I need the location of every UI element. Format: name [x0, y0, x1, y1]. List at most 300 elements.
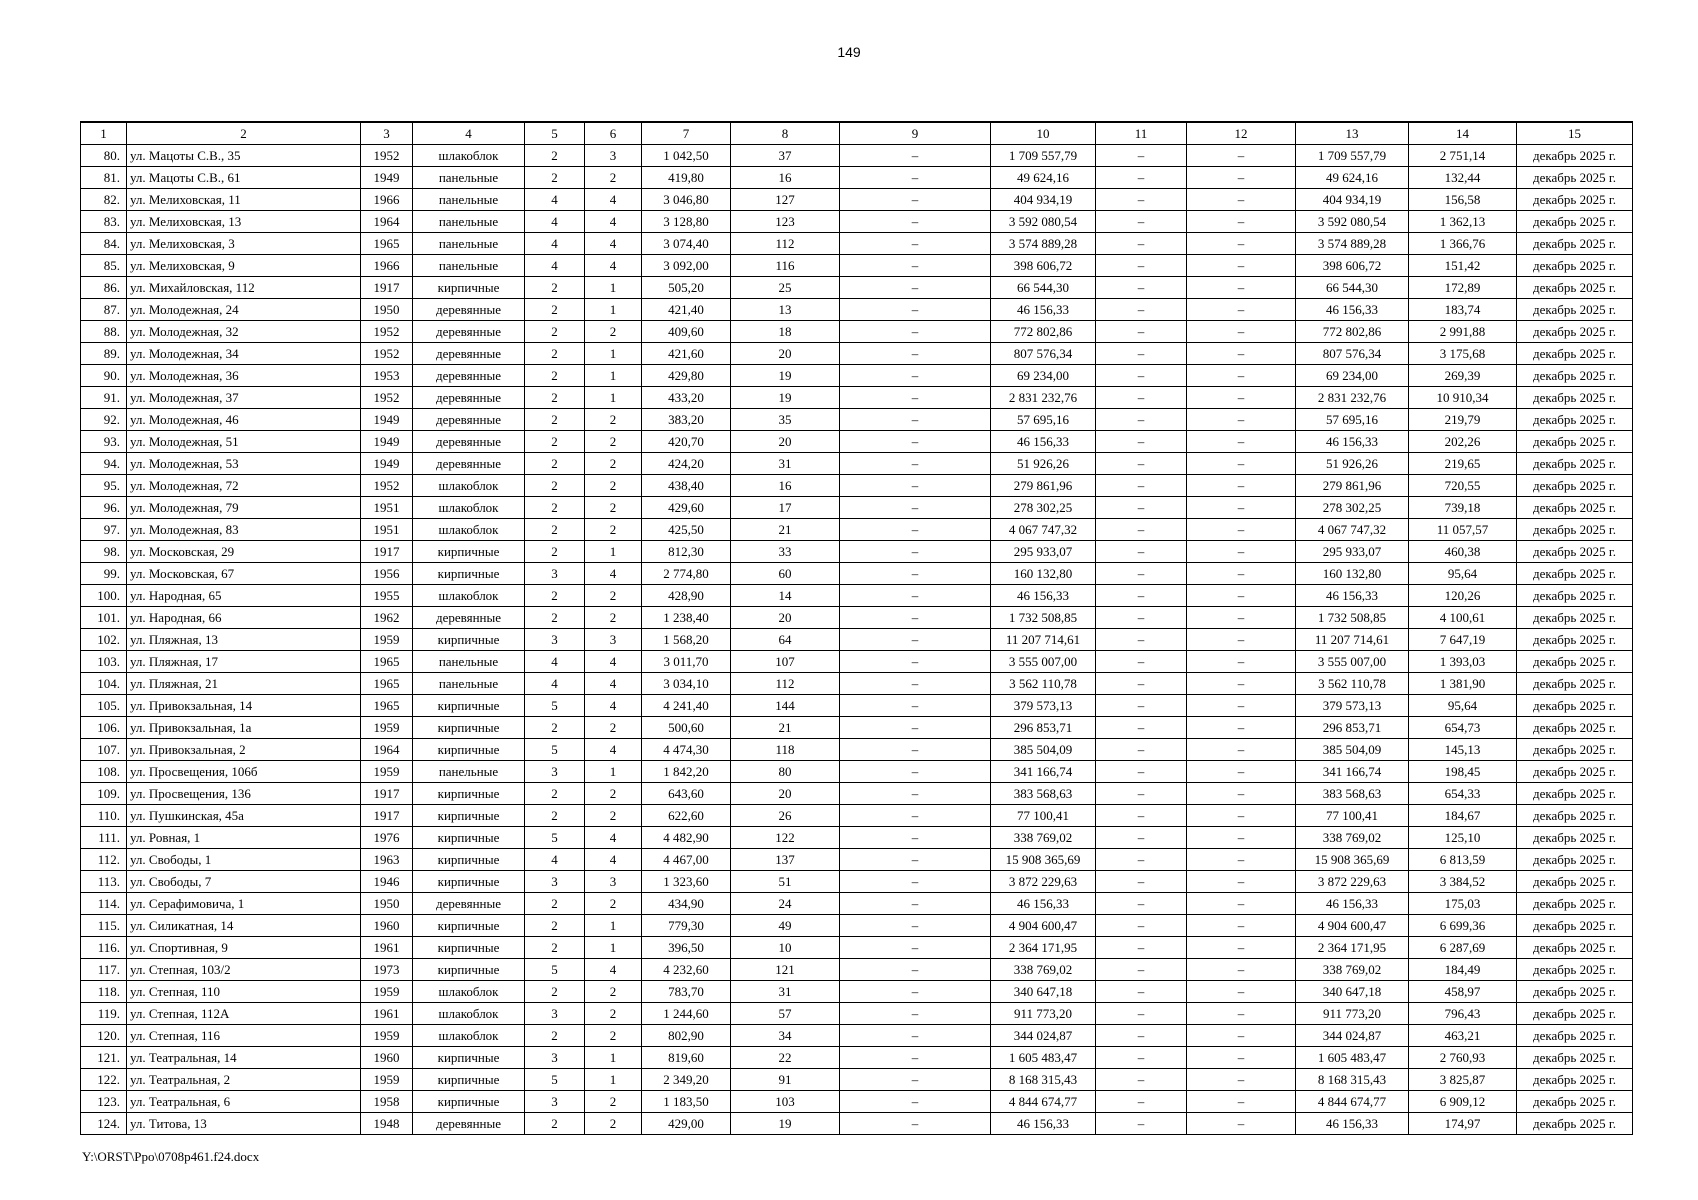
cell-col-12: –	[1187, 365, 1296, 387]
cell-year-built: 1917	[361, 541, 413, 563]
cell-col-11: –	[1096, 233, 1187, 255]
cell-col-12: –	[1187, 673, 1296, 695]
cell-col-9: –	[840, 409, 991, 431]
cell-year-built: 1950	[361, 893, 413, 915]
cell-col-13: 385 504,09	[1296, 739, 1409, 761]
cell-wall-material: панельные	[413, 673, 525, 695]
cell-row-number: 124.	[81, 1113, 127, 1135]
cell-col-12: –	[1187, 453, 1296, 475]
cell-year-built: 1917	[361, 783, 413, 805]
cell-residents: 18	[731, 321, 840, 343]
cell-floors: 5	[525, 959, 585, 981]
cell-col-9: –	[840, 563, 991, 585]
table-row	[81, 695, 1633, 717]
table-row	[81, 937, 1633, 959]
cell-col-11: –	[1096, 893, 1187, 915]
cell-entrances: 2	[585, 519, 642, 541]
cell-row-number: 113.	[81, 871, 127, 893]
table-row	[81, 497, 1633, 519]
cell-address: ул. Театральная, 2	[127, 1069, 361, 1091]
cell-entrances: 2	[585, 1003, 642, 1025]
cell-wall-material: деревянные	[413, 431, 525, 453]
cell-col-12: –	[1187, 563, 1296, 585]
cell-col-13: 1 709 557,79	[1296, 145, 1409, 167]
cell-year-built: 1959	[361, 629, 413, 651]
cell-col-13: 379 573,13	[1296, 695, 1409, 717]
cell-col-14: 1 381,90	[1409, 673, 1517, 695]
cell-floors: 5	[525, 1069, 585, 1091]
cell-year-built: 1965	[361, 695, 413, 717]
cell-entrances: 1	[585, 299, 642, 321]
cell-deadline: декабрь 2025 г.	[1517, 189, 1633, 211]
cell-deadline: декабрь 2025 г.	[1517, 1003, 1633, 1025]
cell-residents: 91	[731, 1069, 840, 1091]
cell-deadline: декабрь 2025 г.	[1517, 1025, 1633, 1047]
cell-col-10: 278 302,25	[991, 497, 1096, 519]
cell-residents: 16	[731, 475, 840, 497]
cell-residents: 34	[731, 1025, 840, 1047]
cell-col-13: 772 802,86	[1296, 321, 1409, 343]
cell-entrances: 3	[585, 629, 642, 651]
cell-col-11: –	[1096, 871, 1187, 893]
table-row	[81, 299, 1633, 321]
cell-col-12: –	[1187, 519, 1296, 541]
cell-residents: 121	[731, 959, 840, 981]
cell-entrances: 4	[585, 673, 642, 695]
cell-col-10: 772 802,86	[991, 321, 1096, 343]
cell-address: ул. Молодежная, 24	[127, 299, 361, 321]
cell-col-9: –	[840, 211, 991, 233]
cell-row-number: 95.	[81, 475, 127, 497]
cell-col-11: –	[1096, 189, 1187, 211]
cell-address: ул. Молодежная, 83	[127, 519, 361, 541]
cell-col-9: –	[840, 717, 991, 739]
cell-col-12: –	[1187, 871, 1296, 893]
table-row	[81, 629, 1633, 651]
cell-deadline: декабрь 2025 г.	[1517, 1069, 1633, 1091]
cell-col-9: –	[840, 805, 991, 827]
cell-row-number: 86.	[81, 277, 127, 299]
cell-total-area: 812,30	[642, 541, 731, 563]
cell-col-12: –	[1187, 299, 1296, 321]
cell-address: ул. Просвещения, 106б	[127, 761, 361, 783]
cell-col-13: 4 904 600,47	[1296, 915, 1409, 937]
cell-address: ул. Степная, 110	[127, 981, 361, 1003]
cell-total-area: 802,90	[642, 1025, 731, 1047]
cell-year-built: 1964	[361, 739, 413, 761]
cell-floors: 2	[525, 145, 585, 167]
cell-entrances: 2	[585, 893, 642, 915]
cell-wall-material: кирпичные	[413, 277, 525, 299]
cell-total-area: 4 232,60	[642, 959, 731, 981]
cell-entrances: 1	[585, 541, 642, 563]
cell-row-number: 108.	[81, 761, 127, 783]
cell-col-12: –	[1187, 475, 1296, 497]
cell-floors: 2	[525, 981, 585, 1003]
cell-address: ул. Мацоты С.В., 35	[127, 145, 361, 167]
cell-residents: 49	[731, 915, 840, 937]
cell-deadline: декабрь 2025 г.	[1517, 695, 1633, 717]
cell-col-12: –	[1187, 783, 1296, 805]
cell-col-11: –	[1096, 1003, 1187, 1025]
cell-total-area: 409,60	[642, 321, 731, 343]
cell-col-14: 172,89	[1409, 277, 1517, 299]
column-number-cell: 13	[1296, 122, 1409, 145]
cell-deadline: декабрь 2025 г.	[1517, 519, 1633, 541]
cell-row-number: 90.	[81, 365, 127, 387]
cell-col-10: 3 574 889,28	[991, 233, 1096, 255]
cell-residents: 35	[731, 409, 840, 431]
cell-col-13: 279 861,96	[1296, 475, 1409, 497]
cell-address: ул. Михайловская, 112	[127, 277, 361, 299]
cell-residents: 122	[731, 827, 840, 849]
cell-wall-material: кирпичные	[413, 1091, 525, 1113]
cell-col-10: 46 156,33	[991, 585, 1096, 607]
cell-year-built: 1952	[361, 321, 413, 343]
cell-address: ул. Молодежная, 46	[127, 409, 361, 431]
column-number-cell: 2	[127, 122, 361, 145]
cell-deadline: декабрь 2025 г.	[1517, 981, 1633, 1003]
cell-wall-material: кирпичные	[413, 1069, 525, 1091]
cell-total-area: 429,60	[642, 497, 731, 519]
cell-row-number: 114.	[81, 893, 127, 915]
column-number-cell: 11	[1096, 122, 1187, 145]
cell-residents: 16	[731, 167, 840, 189]
cell-residents: 31	[731, 453, 840, 475]
cell-col-13: 278 302,25	[1296, 497, 1409, 519]
cell-col-11: –	[1096, 409, 1187, 431]
cell-residents: 22	[731, 1047, 840, 1069]
cell-floors: 3	[525, 629, 585, 651]
cell-wall-material: панельные	[413, 651, 525, 673]
cell-col-10: 57 695,16	[991, 409, 1096, 431]
cell-entrances: 2	[585, 497, 642, 519]
cell-col-14: 151,42	[1409, 255, 1517, 277]
cell-col-9: –	[840, 365, 991, 387]
cell-floors: 4	[525, 255, 585, 277]
cell-year-built: 1959	[361, 761, 413, 783]
cell-row-number: 89.	[81, 343, 127, 365]
cell-col-11: –	[1096, 321, 1187, 343]
cell-address: ул. Мелиховская, 11	[127, 189, 361, 211]
cell-total-area: 438,40	[642, 475, 731, 497]
cell-total-area: 3 046,80	[642, 189, 731, 211]
cell-floors: 5	[525, 827, 585, 849]
cell-address: ул. Титова, 13	[127, 1113, 361, 1135]
cell-col-9: –	[840, 387, 991, 409]
cell-col-9: –	[840, 145, 991, 167]
cell-col-11: –	[1096, 673, 1187, 695]
cell-row-number: 80.	[81, 145, 127, 167]
cell-row-number: 104.	[81, 673, 127, 695]
cell-col-12: –	[1187, 211, 1296, 233]
cell-col-13: 11 207 714,61	[1296, 629, 1409, 651]
cell-entrances: 1	[585, 761, 642, 783]
cell-wall-material: шлакоблок	[413, 519, 525, 541]
cell-entrances: 2	[585, 607, 642, 629]
cell-deadline: декабрь 2025 г.	[1517, 387, 1633, 409]
cell-col-12: –	[1187, 827, 1296, 849]
cell-row-number: 93.	[81, 431, 127, 453]
cell-residents: 118	[731, 739, 840, 761]
cell-col-10: 11 207 714,61	[991, 629, 1096, 651]
cell-deadline: декабрь 2025 г.	[1517, 321, 1633, 343]
column-number-cell: 15	[1517, 122, 1633, 145]
cell-wall-material: кирпичные	[413, 541, 525, 563]
cell-floors: 3	[525, 871, 585, 893]
cell-col-12: –	[1187, 233, 1296, 255]
cell-total-area: 783,70	[642, 981, 731, 1003]
cell-wall-material: кирпичные	[413, 915, 525, 937]
cell-col-9: –	[840, 255, 991, 277]
cell-col-14: 460,38	[1409, 541, 1517, 563]
table-row	[81, 783, 1633, 805]
cell-col-12: –	[1187, 1069, 1296, 1091]
cell-entrances: 2	[585, 1025, 642, 1047]
table-row	[81, 475, 1633, 497]
cell-row-number: 106.	[81, 717, 127, 739]
cell-wall-material: деревянные	[413, 365, 525, 387]
table-row	[81, 1069, 1633, 1091]
cell-residents: 26	[731, 805, 840, 827]
column-number-cell: 7	[642, 122, 731, 145]
cell-address: ул. Молодежная, 34	[127, 343, 361, 365]
cell-floors: 4	[525, 189, 585, 211]
cell-floors: 4	[525, 673, 585, 695]
cell-total-area: 428,90	[642, 585, 731, 607]
cell-wall-material: кирпичные	[413, 563, 525, 585]
cell-floors: 2	[525, 453, 585, 475]
cell-col-13: 383 568,63	[1296, 783, 1409, 805]
cell-col-9: –	[840, 849, 991, 871]
cell-row-number: 120.	[81, 1025, 127, 1047]
cell-col-12: –	[1187, 1025, 1296, 1047]
cell-col-12: –	[1187, 1113, 1296, 1135]
cell-floors: 2	[525, 343, 585, 365]
table-row	[81, 893, 1633, 915]
cell-col-10: 338 769,02	[991, 959, 1096, 981]
cell-col-11: –	[1096, 739, 1187, 761]
cell-residents: 17	[731, 497, 840, 519]
cell-total-area: 622,60	[642, 805, 731, 827]
cell-floors: 5	[525, 695, 585, 717]
cell-total-area: 4 467,00	[642, 849, 731, 871]
cell-floors: 2	[525, 805, 585, 827]
cell-residents: 24	[731, 893, 840, 915]
cell-col-14: 1 393,03	[1409, 651, 1517, 673]
cell-year-built: 1965	[361, 651, 413, 673]
cell-row-number: 82.	[81, 189, 127, 211]
cell-col-9: –	[840, 827, 991, 849]
cell-deadline: декабрь 2025 г.	[1517, 475, 1633, 497]
cell-year-built: 1953	[361, 365, 413, 387]
cell-col-11: –	[1096, 761, 1187, 783]
cell-col-11: –	[1096, 585, 1187, 607]
cell-address: ул. Просвещения, 136	[127, 783, 361, 805]
cell-wall-material: кирпичные	[413, 739, 525, 761]
cell-col-9: –	[840, 607, 991, 629]
cell-entrances: 4	[585, 255, 642, 277]
cell-residents: 57	[731, 1003, 840, 1025]
cell-col-9: –	[840, 277, 991, 299]
cell-col-11: –	[1096, 1113, 1187, 1135]
cell-year-built: 1946	[361, 871, 413, 893]
cell-col-13: 49 624,16	[1296, 167, 1409, 189]
cell-total-area: 419,80	[642, 167, 731, 189]
cell-col-14: 95,64	[1409, 563, 1517, 585]
cell-row-number: 99.	[81, 563, 127, 585]
cell-col-14: 1 362,13	[1409, 211, 1517, 233]
cell-col-9: –	[840, 783, 991, 805]
cell-col-9: –	[840, 233, 991, 255]
cell-floors: 2	[525, 431, 585, 453]
cell-total-area: 3 011,70	[642, 651, 731, 673]
cell-deadline: декабрь 2025 г.	[1517, 145, 1633, 167]
cell-col-13: 3 592 080,54	[1296, 211, 1409, 233]
cell-entrances: 1	[585, 915, 642, 937]
cell-total-area: 779,30	[642, 915, 731, 937]
cell-year-built: 1951	[361, 497, 413, 519]
cell-col-10: 3 562 110,78	[991, 673, 1096, 695]
cell-col-11: –	[1096, 1047, 1187, 1069]
cell-col-11: –	[1096, 717, 1187, 739]
cell-col-13: 46 156,33	[1296, 299, 1409, 321]
cell-row-number: 110.	[81, 805, 127, 827]
cell-total-area: 429,00	[642, 1113, 731, 1135]
cell-entrances: 2	[585, 805, 642, 827]
cell-year-built: 1951	[361, 519, 413, 541]
cell-residents: 19	[731, 1113, 840, 1135]
cell-col-12: –	[1187, 497, 1296, 519]
cell-col-14: 10 910,34	[1409, 387, 1517, 409]
cell-floors: 3	[525, 563, 585, 585]
cell-wall-material: панельные	[413, 255, 525, 277]
cell-address: ул. Степная, 116	[127, 1025, 361, 1047]
cell-floors: 4	[525, 651, 585, 673]
cell-col-13: 344 024,87	[1296, 1025, 1409, 1047]
table-row	[81, 607, 1633, 629]
cell-col-12: –	[1187, 387, 1296, 409]
column-number-cell: 4	[413, 122, 525, 145]
cell-entrances: 4	[585, 695, 642, 717]
cell-col-14: 720,55	[1409, 475, 1517, 497]
cell-total-area: 383,20	[642, 409, 731, 431]
cell-entrances: 4	[585, 651, 642, 673]
cell-deadline: декабрь 2025 г.	[1517, 651, 1633, 673]
cell-entrances: 4	[585, 211, 642, 233]
cell-deadline: декабрь 2025 г.	[1517, 959, 1633, 981]
cell-address: ул. Спортивная, 9	[127, 937, 361, 959]
cell-address: ул. Молодежная, 72	[127, 475, 361, 497]
cell-col-9: –	[840, 1047, 991, 1069]
cell-row-number: 112.	[81, 849, 127, 871]
cell-col-14: 6 813,59	[1409, 849, 1517, 871]
cell-row-number: 84.	[81, 233, 127, 255]
cell-floors: 2	[525, 409, 585, 431]
cell-wall-material: кирпичные	[413, 717, 525, 739]
cell-residents: 20	[731, 431, 840, 453]
cell-deadline: декабрь 2025 г.	[1517, 1113, 1633, 1135]
cell-floors: 2	[525, 167, 585, 189]
cell-wall-material: кирпичные	[413, 827, 525, 849]
cell-col-10: 2 364 171,95	[991, 937, 1096, 959]
table-row	[81, 739, 1633, 761]
cell-wall-material: шлакоблок	[413, 1003, 525, 1025]
cell-col-10: 295 933,07	[991, 541, 1096, 563]
table-row	[81, 761, 1633, 783]
cell-year-built: 1949	[361, 431, 413, 453]
cell-year-built: 1965	[361, 673, 413, 695]
cell-year-built: 1963	[361, 849, 413, 871]
cell-entrances: 4	[585, 233, 642, 255]
cell-entrances: 3	[585, 871, 642, 893]
cell-entrances: 2	[585, 717, 642, 739]
cell-address: ул. Театральная, 14	[127, 1047, 361, 1069]
column-number-row	[81, 122, 1633, 145]
cell-col-14: 458,97	[1409, 981, 1517, 1003]
cell-floors: 2	[525, 717, 585, 739]
cell-col-11: –	[1096, 849, 1187, 871]
cell-col-9: –	[840, 431, 991, 453]
cell-col-10: 3 592 080,54	[991, 211, 1096, 233]
cell-wall-material: деревянные	[413, 893, 525, 915]
cell-col-10: 4 067 747,32	[991, 519, 1096, 541]
cell-deadline: декабрь 2025 г.	[1517, 233, 1633, 255]
cell-col-9: –	[840, 321, 991, 343]
cell-wall-material: деревянные	[413, 299, 525, 321]
cell-deadline: декабрь 2025 г.	[1517, 1091, 1633, 1113]
cell-wall-material: панельные	[413, 189, 525, 211]
cell-deadline: декабрь 2025 г.	[1517, 871, 1633, 893]
cell-col-13: 57 695,16	[1296, 409, 1409, 431]
cell-address: ул. Молодежная, 53	[127, 453, 361, 475]
cell-col-12: –	[1187, 717, 1296, 739]
cell-row-number: 122.	[81, 1069, 127, 1091]
cell-floors: 3	[525, 1047, 585, 1069]
cell-col-11: –	[1096, 959, 1187, 981]
cell-wall-material: кирпичные	[413, 871, 525, 893]
cell-col-12: –	[1187, 189, 1296, 211]
cell-deadline: декабрь 2025 г.	[1517, 409, 1633, 431]
cell-address: ул. Мелиховская, 3	[127, 233, 361, 255]
cell-residents: 19	[731, 387, 840, 409]
cell-deadline: декабрь 2025 г.	[1517, 937, 1633, 959]
table-row	[81, 387, 1633, 409]
table-row	[81, 915, 1633, 937]
cell-col-14: 174,97	[1409, 1113, 1517, 1135]
cell-col-13: 2 364 171,95	[1296, 937, 1409, 959]
cell-total-area: 433,20	[642, 387, 731, 409]
cell-floors: 2	[525, 519, 585, 541]
cell-col-14: 4 100,61	[1409, 607, 1517, 629]
cell-entrances: 2	[585, 1091, 642, 1113]
cell-deadline: декабрь 2025 г.	[1517, 761, 1633, 783]
cell-col-12: –	[1187, 739, 1296, 761]
cell-col-9: –	[840, 1069, 991, 1091]
cell-wall-material: деревянные	[413, 409, 525, 431]
cell-wall-material: кирпичные	[413, 783, 525, 805]
cell-col-12: –	[1187, 1091, 1296, 1113]
cell-col-13: 3 872 229,63	[1296, 871, 1409, 893]
cell-col-13: 160 132,80	[1296, 563, 1409, 585]
cell-floors: 2	[525, 915, 585, 937]
cell-entrances: 1	[585, 365, 642, 387]
cell-col-14: 145,13	[1409, 739, 1517, 761]
cell-col-9: –	[840, 1003, 991, 1025]
cell-entrances: 4	[585, 827, 642, 849]
cell-col-12: –	[1187, 893, 1296, 915]
cell-total-area: 3 128,80	[642, 211, 731, 233]
